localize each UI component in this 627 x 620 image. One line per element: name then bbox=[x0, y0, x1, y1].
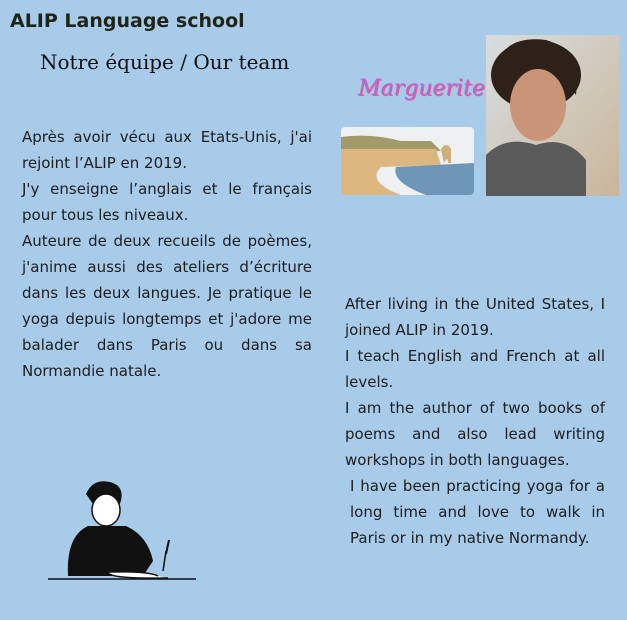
teacher-photo bbox=[486, 35, 619, 196]
bio-paragraph: J'y enseigne l’anglais et le français pour tous les niveaux. bbox=[22, 180, 312, 224]
bio-paragraph: I teach English and French at all levels. bbox=[345, 347, 605, 391]
bio-paragraph: I am the author of two books of poems and also lead writing workshops in both languages. bbox=[345, 399, 605, 469]
bio-paragraph: I have been practicing yoga for a long time and love to walk in Paris or in my native Normandy. bbox=[350, 477, 605, 547]
english-bio bbox=[345, 291, 605, 551]
normandy-cliff-illustration bbox=[341, 127, 474, 195]
page-title: ALIP Language school bbox=[10, 10, 245, 32]
person-writing-illustration bbox=[48, 476, 198, 586]
bio-paragraph: Après avoir vécu aux Etats-Unis, j'ai rejoint l’ALIP en 2019. bbox=[22, 128, 312, 172]
teacher-name: Marguerite bbox=[358, 76, 485, 101]
bio-paragraph: After living in the United States, I joined ALIP in 2019. bbox=[345, 295, 605, 339]
bio-paragraph: Auteure de deux recueils de poèmes, j'anime aussi des ateliers d’écriture dans les deux langues. Je pratique le yoga depuis longtemps et j'adore me balader dans Paris ou dans sa Normandie natale. bbox=[22, 232, 312, 380]
page-subtitle: Notre équipe / Our team bbox=[40, 50, 290, 74]
french-bio bbox=[22, 124, 312, 384]
